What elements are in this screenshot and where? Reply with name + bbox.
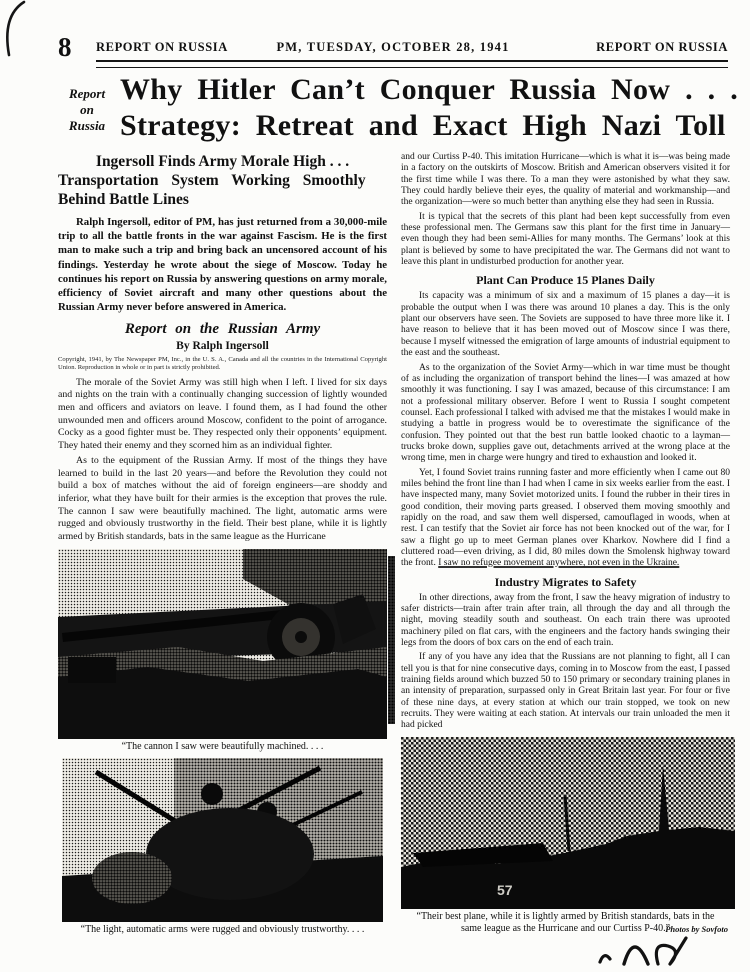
dateline: PM, TUESDAY, OCTOBER 28, 1941 xyxy=(276,40,510,54)
headline-line-2: Strategy: Retreat and Exact High Nazi Toll xyxy=(120,109,726,142)
article-columns xyxy=(58,152,730,936)
body-paragraph: The morale of the Soviet Army was still high when I left. I lived for six days and nights on the train with a continually changing succession of lightly wounded men and officers and aviators on leave. I found them, as I had found the other unwounded men and officers around Moscow, confident to the point of arrogance. Cocky as a good fighter must be. They respected only their opponents’ equipment. They hated their enemy and they scorned him as an individual fighter. xyxy=(58,376,387,452)
underlined-passage: I saw no refugee movement anywhere, not even in the Ukraine. xyxy=(438,558,680,569)
body-paragraph: If any of you have any idea that the Russians are not planning to fight, all I can tell you is that for nine consecutive days, coming in to Moscow from the east, I passed training fields around which buzzed 50 to 150 primary or secondary training planes in an intensity of preparation, surpassed only in Great Britain last year. For four or five of these nine days, at every station at which our train stopped, we took on new recruits. They were waiting at each station. At intervals our train unloaded the men it had picked xyxy=(401,652,730,731)
masthead-rule xyxy=(96,60,728,68)
kicker-line: Russia xyxy=(68,118,106,133)
section-label-left: REPORT ON RUSSIA xyxy=(96,40,228,54)
caption-line: same league as the Hurricane and our Curtiss P-40.” xyxy=(460,922,671,934)
photo-credit: Photos by Sovfoto xyxy=(665,923,728,934)
body-paragraph xyxy=(401,468,730,570)
left-column xyxy=(58,152,387,936)
page-number: 8 xyxy=(58,32,71,62)
headline-block xyxy=(58,72,739,144)
handwritten-scribble xyxy=(592,924,722,968)
caption-line: “Their best plane, while it is lightly armed by British standards, bats in the xyxy=(416,910,715,922)
subhead-line: Behind Battle Lines xyxy=(58,191,189,208)
photo-caption: “The light, automatic arms were rugged and obviously trustworthy. . . . xyxy=(80,923,365,935)
main-headline xyxy=(120,72,739,144)
body-paragraph: As to the equipment of the Russian Army. If most of the things they have learned to build in the last 20 years—and before the Revolution they could not build a box of matches without the aid of foreign engineers—are shoddy and inferior, what they have built for their armies is the exception that proves the rule. The cannon I saw were beautifully machined. The light, automatic arms were rugged and obviously trustworthy in the field. Their best plane, while it is lightly armed by British standards, bats in the same league as the Hurricane xyxy=(58,454,387,543)
cannon-photo xyxy=(58,549,387,739)
subhead-line: Transportation System Working Smoothly xyxy=(58,172,366,189)
body-paragraph: In other directions, away from the front, I saw the heavy migration of industry to safer districts—train after train after train, all through the day and all through the night, moving steadily south and southeast. On each train there was uprooted machinery piled on flat cars, with the engineers and the factory hands swinging their legs from the doors of box cars on the end of each train. xyxy=(401,592,730,649)
masthead xyxy=(58,32,728,62)
plane-photo xyxy=(401,737,735,909)
article-heading: Report on the Russian Army xyxy=(124,321,321,338)
section-label-right: REPORT ON RUSSIA xyxy=(596,40,728,54)
kicker-line: Report xyxy=(68,86,106,101)
body-paragraph: It is typical that the secrets of this plant had been kept successfully from even these professional men. The Germans saw this plant for the first time in January—even though they had been semi-Allies for many months. The Germans’ look at this plant is believed by some to have precipitated the war. The Germans did not want to leave this plant in undisturbed production for another year. xyxy=(401,211,730,268)
corner-pen-mark xyxy=(0,0,30,58)
plane-number-marking: 57 xyxy=(497,881,513,898)
editor-note: Ralph Ingersoll, editor of PM, has just returned from a 30,000-mile trip to all the battle fronts in the war against Fascism. He is the first man to make such a trip and bring back an uncensored account of his findings. Yesterday he wrote about the siege of Moscow. Today he continues his report on Russia by answering questions on army morale, efficiency of Soviet aircraft and many other questions about the Russian Army never before answered in America. xyxy=(58,216,387,314)
crosshead-industry: Industry Migrates to Safety xyxy=(494,574,637,589)
body-paragraph: As to the organization of the Soviet Army—which in war time must be thought of as including the organization of transport behind the lines—I was amazed at how smoothly it was functioning. I say I was amazed, because of this circumstance: I am not a professional military observer. Before I went to Russia I sought competent counsel. Each professional I talked with advised me that the mistakes I would make in studying a battle in progress would be to overestimate the significance of the confusion. They pointed out that the best run battle looked chaotic to a layman—trucks broke down, supplies gave out, detachments arrived at the wrong place at the wrong time, men in charge were hungry and tired to exhaustion and looked it. xyxy=(401,362,730,464)
copyright-notice: Copyright, 1941, by The Newspaper PM, Inc., in the U. S. A., Canada and all the countries in the International Copyright Union. Reproduction in whole or in part is strictly prohibited. xyxy=(58,356,387,372)
body-paragraph: Its capacity was a minimum of six and a maximum of 15 planes a day—it is probable the output when I was there was around 10 planes a day. This is the only plant our observers have seen. The Soviets are supposed to have three more like it. I have reason to believe that it has been moved out of Moscow since I was there, because I myself witnessed the emigration of large amounts of industrial equipment to the east and the southeast. xyxy=(401,291,730,359)
kicker xyxy=(58,86,116,134)
deck-subhead xyxy=(58,152,387,209)
right-column xyxy=(401,152,730,936)
paragraph-text: Yet, I found Soviet trains running faster and more efficiently when I came out 80 miles behind the front line than I had when I came in six weeks earlier from the east. I have inspected many, many Soviet motorized units. I found the rubber in their tires in good condition, their moving parts greased. I observed them moving smoothly and rapidly on the road, and saw them well dispersed, camouflaged in woods, when at rest. I can testify that the Soviet air force has not been knocked out of the war, for I saw a flight go up to meet German planes over Kharkov. Nowhere did I find a cluttered road—even driving, as I did, 80 miles down the Smolensk highway toward the front. xyxy=(401,467,730,569)
headline-line-1: Why Hitler Can’t Conquer Russia Now . . . xyxy=(120,73,739,106)
photo-caption: “The cannon I saw were beautifully machined. . . . xyxy=(121,740,324,752)
byline: By Ralph Ingersoll xyxy=(176,340,269,353)
soldiers-photo xyxy=(62,758,383,922)
subhead-line: Ingersoll Finds Army Morale High . . . xyxy=(95,153,350,170)
crosshead-plant: Plant Can Produce 15 Planes Daily xyxy=(476,273,655,288)
body-paragraph: and our Curtiss P-40. This imitation Hurricane—which is what it is—was being made in a factory on the outskirts of Moscow. British and American observers visited it for the first time while I was there. To a man they were astonished by what they saw. They could hardly believe their eyes, the quality of material and workmanship—and the organization—were so much better than anything else they had seen in Russia. xyxy=(401,152,730,208)
kicker-line: on xyxy=(80,102,94,117)
gutter-smudge xyxy=(388,556,395,724)
